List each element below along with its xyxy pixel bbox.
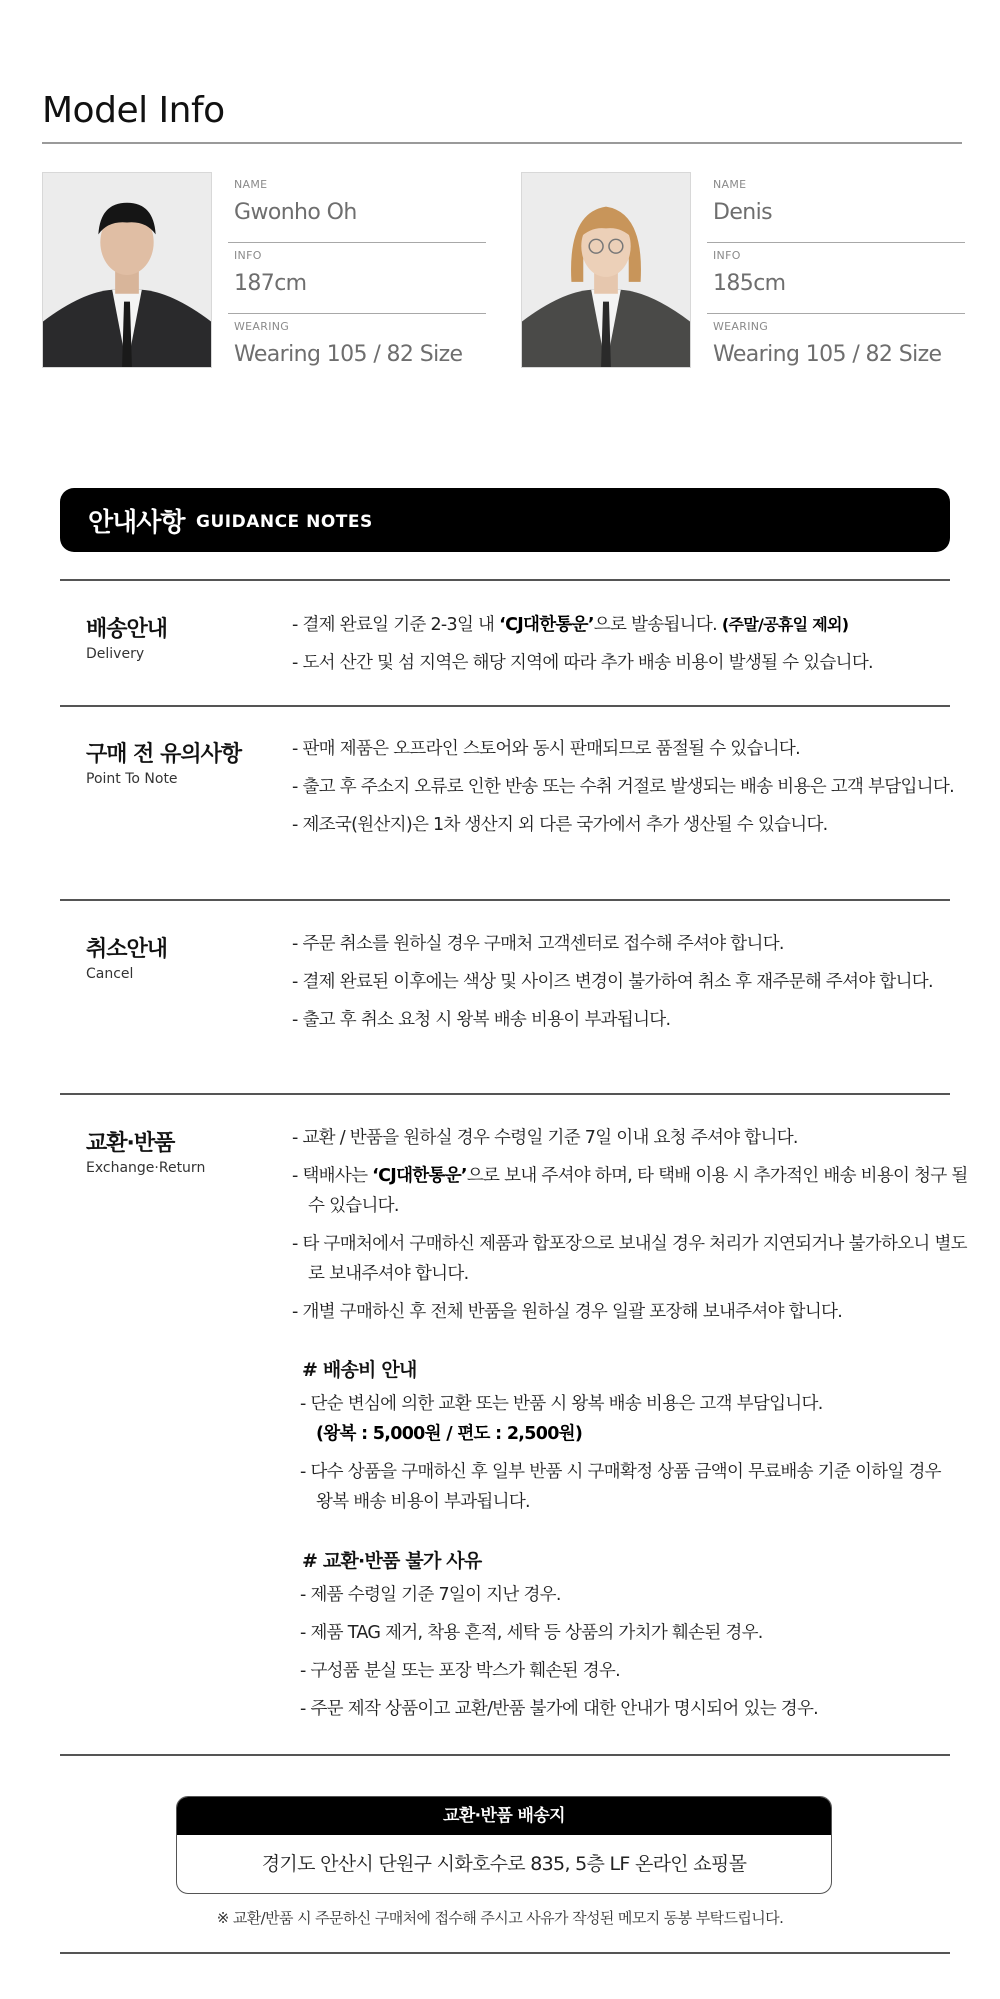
- carrier-name: ‘CJ대한통운’: [372, 1166, 467, 1186]
- name-field: [707, 172, 965, 243]
- list-item: - 교환 / 반품을 원하실 경우 수령일 기준 7일 이내 요청 주셔야 합니다.: [292, 1128, 798, 1148]
- list-item: - 결제 완료된 이후에는 색상 및 사이즈 변경이 불가하여 취소 후 재주문해 주셔야 합니다.: [292, 972, 933, 992]
- return-address-title: 교환·반품 배송지: [177, 1797, 831, 1835]
- list-item: - 제품 수령일 기준 7일이 지난 경우.: [300, 1585, 561, 1605]
- model-height: 187cm: [234, 271, 307, 296]
- point-to-note-list: [292, 734, 972, 848]
- info-field: [707, 243, 965, 314]
- item-text: - 택배사는: [292, 1166, 373, 1186]
- guidance-title-en: GUIDANCE NOTES: [196, 512, 373, 532]
- model-name: Denis: [713, 200, 772, 225]
- list-item: - 도서 산간 및 섬 지역은 해당 지역에 따라 추가 배송 비용이 발생될 수 있습니다.: [292, 653, 873, 673]
- section-subtitle-delivery: Delivery: [86, 646, 145, 662]
- shipping-fee-heading: # 배송비 안내: [302, 1359, 417, 1381]
- name-label: NAME: [234, 178, 268, 191]
- model-info-divider: [42, 142, 962, 144]
- delivery-list: [292, 610, 972, 686]
- section-title-point-to-note: 구매 전 유의사항: [86, 742, 242, 767]
- guidance-title-ko: 안내사항: [88, 508, 185, 538]
- model-photo: [42, 172, 212, 368]
- guidance-header: [60, 488, 950, 552]
- wearing-label: WEARING: [713, 320, 769, 333]
- bottom-divider: [60, 1952, 950, 1954]
- model-details: [228, 172, 486, 385]
- section-divider: [60, 705, 950, 707]
- non-returnable-list: [300, 1580, 960, 1732]
- section-subtitle-exchange-return: Exchange·Return: [86, 1160, 206, 1176]
- section-title-cancel: 취소안내: [86, 937, 168, 962]
- non-returnable-heading: # 교환·반품 불가 사유: [302, 1550, 482, 1572]
- exchange-return-list: [292, 1123, 972, 1335]
- list-item: - 제품 TAG 제거, 착용 흔적, 세탁 등 상품의 가치가 훼손된 경우.: [300, 1623, 763, 1643]
- list-item: - 주문 취소를 원하실 경우 구매처 고객센터로 접수해 주셔야 합니다.: [292, 934, 784, 954]
- list-item: - 타 구매처에서 구매하신 제품과 합포장으로 보내실 경우 처리가 지연되거나 불가하오니 별도로 보내주셔야 합니다.: [292, 1234, 967, 1284]
- model-info-title: Model Info: [42, 90, 225, 131]
- model-wearing: Wearing 105 / 82 Size: [713, 342, 942, 367]
- section-divider: [60, 1093, 950, 1095]
- return-address: 경기도 안산시 단원구 시화호수로 835, 5층 LF 온라인 쇼핑몰: [261, 1853, 747, 1875]
- list-item: [292, 610, 972, 640]
- info-field: [228, 243, 486, 314]
- item-text: 으로 보내 주셔야 하며, 타 택배 이용 시 추가적인 배송 비용이 청구 될 수 있습니다.: [308, 1166, 968, 1216]
- item-text: 으로 발송됩니다.: [593, 615, 722, 635]
- section-subtitle-point-to-note: Point To Note: [86, 771, 178, 787]
- item-text: - 결제 완료일 기준 2-3일 내: [292, 615, 500, 635]
- return-note: ※ 교환/반품 시 주문하신 구매처에 접수해 주시고 사유가 작성된 메모지 동봉 부탁드립니다.: [216, 1909, 784, 1927]
- section-divider: [60, 899, 950, 901]
- section-divider: [60, 1754, 950, 1756]
- list-item: - 구성품 분실 또는 포장 박스가 훼손된 경우.: [300, 1661, 621, 1681]
- list-item: - 출고 후 취소 요청 시 왕복 배송 비용이 부과됩니다.: [292, 1010, 671, 1030]
- section-title-delivery: 배송안내: [86, 617, 168, 642]
- list-item: [292, 1161, 972, 1221]
- cancel-list: [292, 929, 972, 1043]
- name-field: [228, 172, 486, 243]
- wearing-field: [228, 314, 486, 385]
- shipping-fee-list: [300, 1389, 960, 1525]
- model-photo: [521, 172, 691, 368]
- section-title-exchange-return: 교환·반품: [86, 1131, 175, 1156]
- wearing-field: [707, 314, 965, 385]
- model-details: [707, 172, 965, 385]
- list-item: - 다수 상품을 구매하신 후 일부 반품 시 구매확정 상품 금액이 무료배송 기준 이하일 경우 왕복 배송 비용이 부과됩니다.: [300, 1462, 941, 1512]
- model-card-gwonho: [42, 172, 482, 368]
- section-divider: [60, 579, 950, 581]
- fee-amounts: (왕복 : 5,000원 / 편도 : 2,500원): [316, 1424, 583, 1444]
- list-item: - 출고 후 주소지 오류로 인한 반송 또는 수취 거절로 발생되는 배송 비용은 고객 부담입니다.: [292, 777, 954, 797]
- model-name: Gwonho Oh: [234, 200, 357, 225]
- model-wearing: Wearing 105 / 82 Size: [234, 342, 463, 367]
- section-subtitle-cancel: Cancel: [86, 966, 134, 982]
- list-item: [300, 1389, 960, 1449]
- holiday-note: (주말/공휴일 제외): [721, 615, 849, 634]
- return-address-box: [176, 1796, 832, 1894]
- wearing-label: WEARING: [234, 320, 290, 333]
- carrier-name: ‘CJ대한통운’: [499, 615, 594, 635]
- list-item: - 개별 구매하신 후 전체 반품을 원하실 경우 일괄 포장해 보내주셔야 합니다.: [292, 1302, 843, 1322]
- name-label: NAME: [713, 178, 747, 191]
- model-height: 185cm: [713, 271, 786, 296]
- model-card-denis: [521, 172, 961, 368]
- list-item: - 주문 제작 상품이고 교환/반품 불가에 대한 안내가 명시되어 있는 경우.: [300, 1699, 819, 1719]
- list-item: - 판매 제품은 오프라인 스토어와 동시 판매되므로 품절될 수 있습니다.: [292, 739, 800, 759]
- list-item: - 제조국(원산지)은 1차 생산지 외 다른 국가에서 추가 생산될 수 있습니다.: [292, 815, 828, 835]
- info-label: INFO: [713, 249, 741, 262]
- item-text: - 단순 변심에 의한 교환 또는 반품 시 왕복 배송 비용은 고객 부담입니다.: [300, 1394, 823, 1414]
- info-label: INFO: [234, 249, 262, 262]
